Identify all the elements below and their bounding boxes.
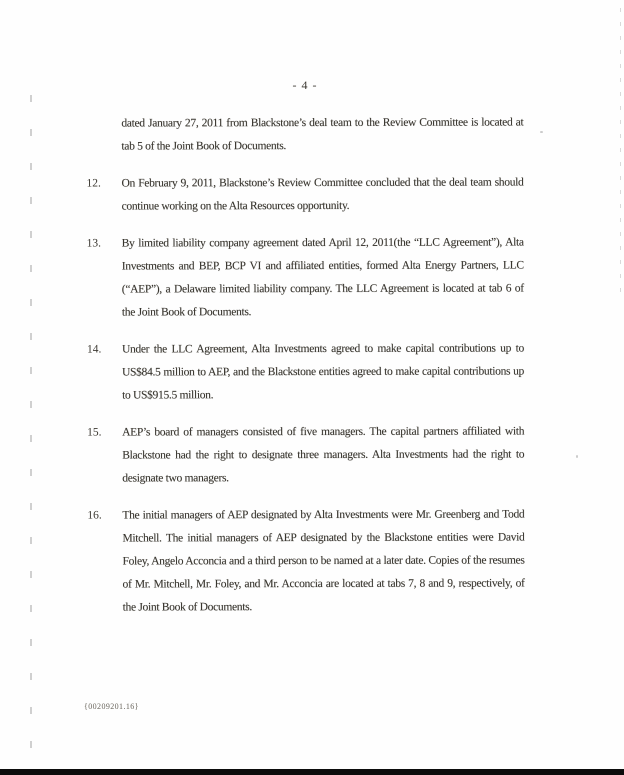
paragraph-text: On February 9, 2011, Blackstone’s Review Committee concluded that the deal team should continue working on the Alta Resources opportunity. [121, 176, 524, 213]
paragraph-text: The initial managers of AEP designated by Alta Investments were Mr. Greenberg and Todd Mitchell. The initial managers of AEP designated by the Blackstone entities were David Foley, Angelo Acconcia and a third person to be named at a later date. Copies of the resumes of Mr. Mitchell, Mr. Foley, and Mr. Acconcia are located at tabs 7, 8 and 9, respectively, of the Joint Book of Documents. [122, 508, 525, 614]
paragraph-number: 12. [86, 177, 101, 190]
paragraph [86, 171, 523, 218]
paragraph-number: 14. [86, 343, 102, 356]
paragraph-number: 13. [86, 237, 102, 250]
paragraph-list [86, 111, 524, 633]
paragraph-text: dated January 27, 2011 from Blackstone’s deal team to the Review Committee is located at tab 5 of the Joint Book of Documents. [121, 116, 524, 153]
scan-speck [540, 131, 543, 133]
paragraph-number [86, 112, 121, 158]
page-number: - 4 - [292, 78, 318, 92]
scan-speck [576, 455, 578, 458]
paragraph-number: 16. [87, 509, 102, 522]
paragraph-text: Under the LLC Agreement, Alta Investments agreed to make capital contributions up to US$84.5 million to AEP, and the Blackstone entities agreed to make capital contributions up to US$915.5 million. [121, 342, 525, 402]
paragraph [87, 420, 524, 490]
paragraph-text: AEP’s board of managers consisted of five managers. The capital partners affiliated with Blackstone had the right to designate three managers. Alta Investments had the right to designate two managers. [122, 425, 525, 485]
paragraph [87, 231, 524, 324]
paragraph-number: 15. [87, 426, 102, 439]
scan-artifact-left-edge [30, 95, 32, 760]
paragraph [86, 111, 523, 158]
scan-artifact-bottom-bar [0, 769, 624, 775]
paragraph [87, 337, 524, 407]
footer-docket-stamp: {00209201.16} [84, 702, 139, 711]
paragraph-text: By limited liability company agreement dated April 12, 2011(the “LLC Agreement”), Alta Investments and BEP, BCP VI and affiliated entities, formed Alta Energy Partners, LLC (“AEP”), a Delaware limited liability company. The LLC Agreement is located at tab 6 of the Joint Book of Documents. [121, 236, 524, 319]
scan-artifact-right-edge [620, 8, 621, 298]
paragraph [87, 503, 524, 619]
